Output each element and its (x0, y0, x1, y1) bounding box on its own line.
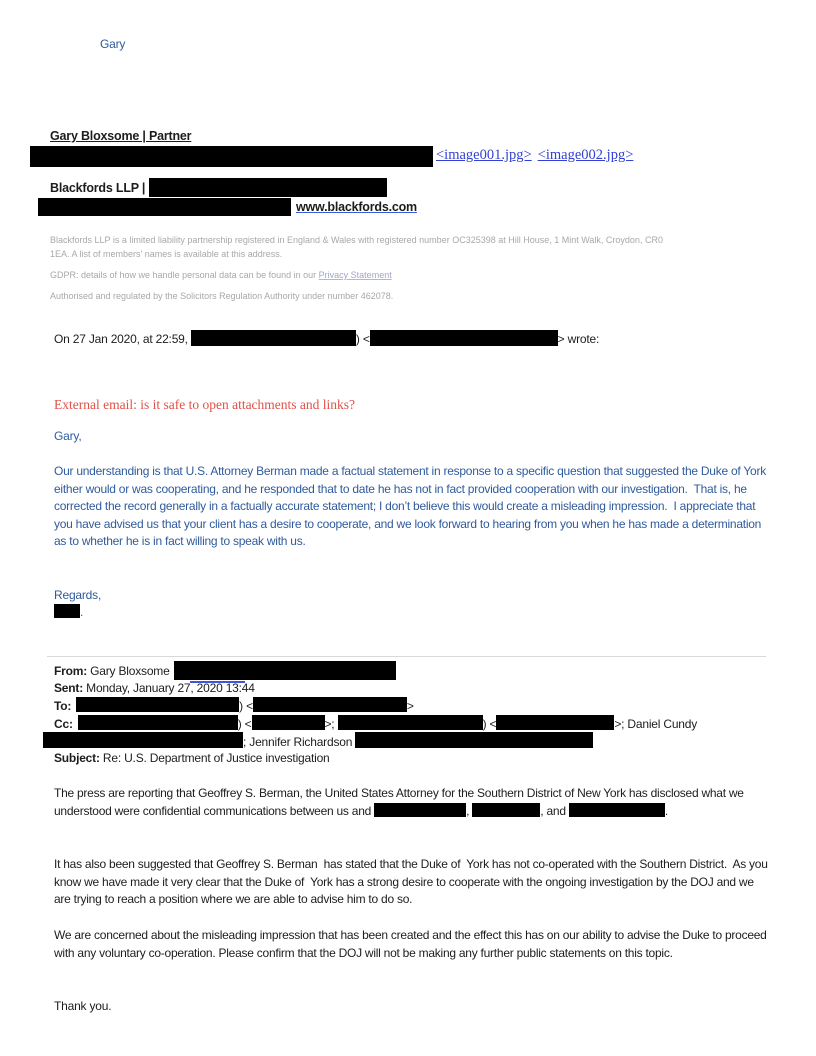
cc-label: Cc: (54, 717, 73, 731)
redaction-bar (569, 803, 665, 817)
reply-signoff: Regards, (54, 588, 102, 602)
to-bracket-open: ) < (239, 699, 253, 713)
message-thanks: Thank you. (54, 999, 112, 1013)
subject-label: Subject: (54, 751, 100, 765)
quote-bracket: ) < (355, 332, 370, 346)
sent-label: Sent: (54, 681, 84, 695)
cc-bracket-2: ) < (482, 717, 497, 731)
redaction-bar (338, 715, 483, 730)
redaction-bar (76, 697, 239, 712)
redaction-bar (174, 661, 396, 680)
attachment-link-image002[interactable]: <image002.jpg> (537, 147, 634, 163)
redaction-bar (472, 803, 540, 817)
redaction-bar (374, 803, 466, 817)
cc-jennifer-richardson: ; Jennifer Richardson (243, 735, 356, 749)
redaction-bar (252, 715, 325, 730)
to-label: To: (54, 699, 72, 713)
section-divider (47, 656, 766, 657)
cc-semi-1: >; (324, 717, 338, 731)
cc-daniel-cundy: >; Daniel Cundy (614, 717, 698, 731)
redaction-bar (43, 732, 243, 748)
signature-name-title: Gary Bloxsome | Partner (50, 129, 192, 143)
message-paragraph-2: It has also been suggested that Geoffrey S. Berman has stated that the Duke of York has not co-operated with the Southern District. As you know we have made it very clear that the Duke of York has a strong desire to cooperate with the ongoing investigation by the DOJ and we are trying to reach a position where we are able to advise him to do so. (54, 857, 771, 906)
quote-date-prefix: On 27 Jan 2020, at 22:59, (54, 332, 191, 346)
quote-wrote: > wrote: (557, 332, 600, 346)
to-bracket-close: > (406, 699, 414, 713)
reply-salutation: Gary, (54, 429, 82, 443)
firm-name: Blackfords LLP | (50, 181, 146, 195)
redaction-bar (38, 198, 291, 216)
gdpr-text: GDPR: details of how we handle personal data can be found in our (50, 270, 319, 280)
external-email-warning: External email: is it safe to open attachments and links? (54, 397, 356, 412)
signoff-period: . (80, 605, 84, 619)
attachment-link-image001[interactable]: <image001.jpg> (436, 147, 532, 163)
redaction-bar (54, 604, 80, 618)
redaction-bar (149, 178, 387, 197)
cc-bracket-1: ) < (237, 717, 252, 731)
privacy-statement-link[interactable]: Privacy Statement (318, 270, 392, 280)
greeting-text: Gary (100, 37, 126, 51)
sent-value: Monday, January 27, 2020 13:44 (83, 681, 255, 695)
message-paragraph-3: We are concerned about the misleading impression that has been created and the effect this has on our ability to advise the Duke to proceed with any voluntary co-operation. Please confirm that the DOJ will not be making any further public statements on this topic. (54, 928, 770, 960)
regulation-text: Authorised and regulated by the Solicitors Regulation Authority under number 462078. (50, 291, 394, 301)
website-link[interactable]: www.blackfords.com (296, 200, 417, 214)
redaction-bar (191, 330, 356, 346)
from-label: From: (54, 664, 87, 678)
redaction-bar (355, 732, 593, 748)
message-paragraph-1: The press are reporting that Geoffrey S. Berman, the United States Attorney for the Southern District of New York has disclosed what we understood were confidential communications between us and , , and . (54, 786, 747, 818)
reply-body: Our understanding is that U.S. Attorney Berman made a factual statement in response to a specific question that suggested the Duke of York either would or was cooperating, and he responded that to date he has not in fact provided cooperation with our investigation. That is, he corrected the record generally in a factually accurate statement; I don’t believe this would create a misleading impression. I appreciate that you have advised us that your client has a desire to cooperate, and we look forward to hearing from you when he has made a determination as to whether he is in fact willing to speak with us. (54, 464, 770, 548)
redaction-bar (370, 330, 558, 346)
subject-value: Re: U.S. Department of Justice investigation (99, 751, 330, 765)
redaction-bar (253, 697, 407, 712)
from-value: Gary Bloxsome (87, 664, 170, 678)
firm-disclaimer: Blackfords LLP is a limited liability partnership registered in England & Wales with registered number OC325398 at Hill House, 1 Mint Walk, Croydon, CR0 1EA. A list of members’ names is available at this address. (50, 235, 663, 259)
redaction-bar (30, 146, 433, 167)
redaction-bar (78, 715, 238, 730)
redaction-bar (496, 715, 614, 730)
